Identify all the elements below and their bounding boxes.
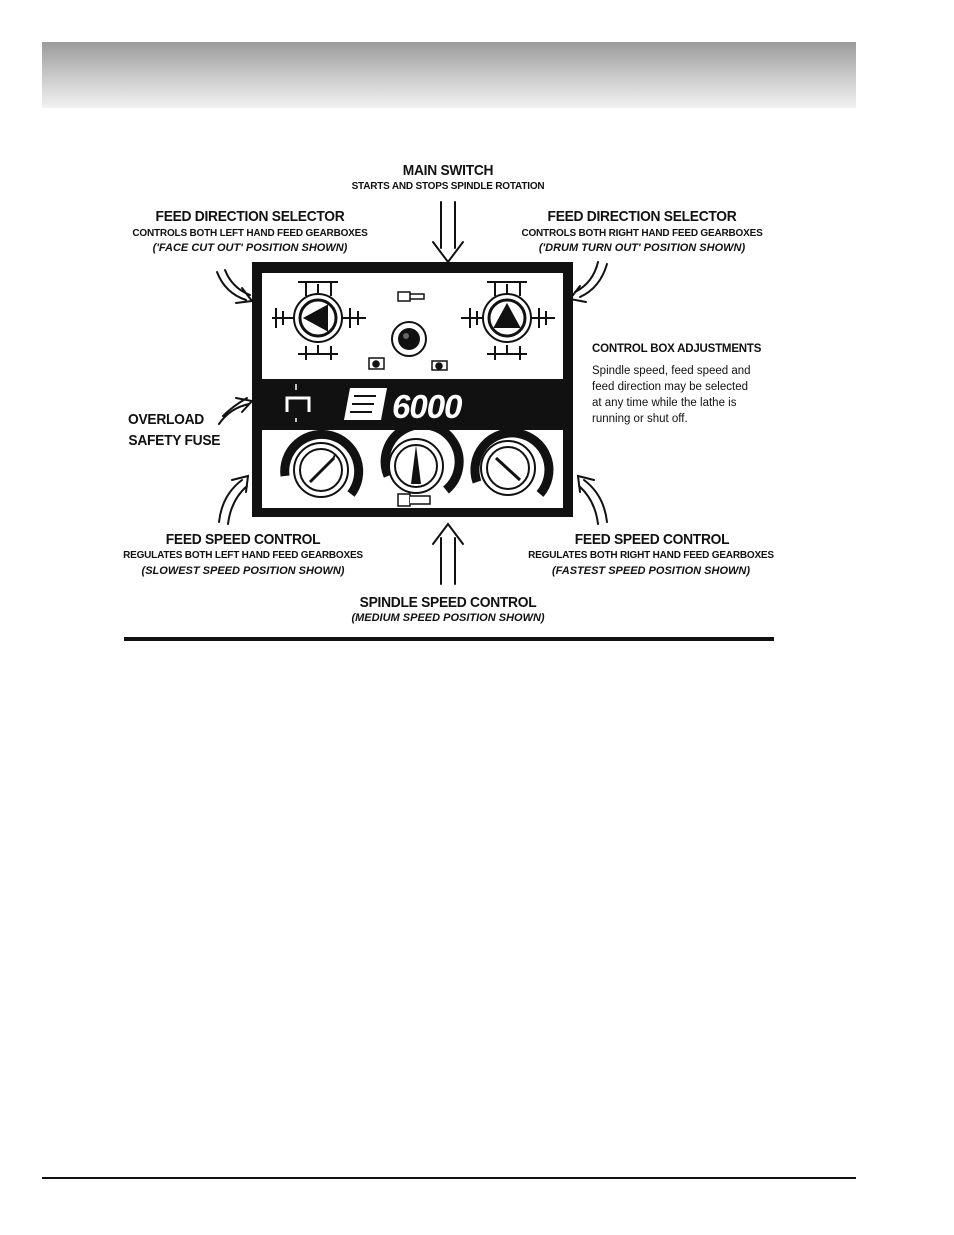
spindle-speed-title: SPINDLE SPEED CONTROL	[359, 594, 537, 611]
feed-direction-right-line1: CONTROLS BOTH RIGHT HAND FEED GEARBOXES	[521, 228, 763, 239]
feed-speed-right-title: FEED SPEED CONTROL	[574, 531, 730, 548]
diagram-rule	[124, 637, 774, 641]
main-switch-title: MAIN SWITCH	[402, 162, 494, 179]
overload-arrow	[219, 398, 252, 424]
control-box-line4: running or shut off.	[592, 413, 688, 425]
control-box-line1: Spindle speed, feed speed and	[592, 365, 751, 377]
overload-line2: SAFETY FUSE	[128, 432, 221, 449]
spindle-speed-line1: (MEDIUM SPEED POSITION SHOWN)	[351, 612, 545, 624]
main-switch-arrow	[433, 202, 463, 262]
feed-speed-left-title: FEED SPEED CONTROL	[165, 531, 321, 548]
overload-line1: OVERLOAD	[128, 411, 205, 428]
feed-speed-right-arrow	[578, 476, 607, 524]
main-switch-subtitle: STARTS AND STOPS SPINDLE ROTATION	[351, 181, 545, 192]
feed-direction-right-title: FEED DIRECTION SELECTOR	[547, 208, 737, 225]
feed-direction-right-line2: ('DRUM TURN OUT' POSITION SHOWN)	[538, 242, 746, 254]
footer-rule	[42, 1177, 856, 1179]
spindle-speed-arrow	[433, 524, 463, 584]
brand-logo-badge	[344, 388, 387, 420]
feed-direction-left-line1: CONTROLS BOTH LEFT HAND FEED GEARBOXES	[132, 228, 368, 239]
feed-speed-right-line1: REGULATES BOTH RIGHT HAND FEED GEARBOXES	[528, 550, 774, 561]
feed-speed-left-arrow	[219, 476, 248, 524]
feed-dir-left-arrow	[217, 270, 252, 303]
feed-dir-right-arrow	[570, 262, 607, 302]
feed-speed-right-line2: (FASTEST SPEED POSITION SHOWN)	[551, 565, 751, 577]
control-box-line3: at any time while the lathe is	[592, 397, 737, 409]
feed-speed-left-line1: REGULATES BOTH LEFT HAND FEED GEARBOXES	[123, 550, 363, 561]
spindle-symbol	[398, 494, 430, 506]
model-number: 6000	[392, 388, 462, 425]
control-box-line2: feed direction may be selected	[592, 381, 748, 393]
control-box-heading: CONTROL BOX ADJUSTMENTS	[592, 343, 762, 355]
feed-direction-left-title: FEED DIRECTION SELECTOR	[155, 208, 345, 225]
feed-direction-left-line2: ('FACE CUT OUT' POSITION SHOWN)	[152, 242, 348, 254]
feed-speed-left-line2: (SLOWEST SPEED POSITION SHOWN)	[141, 565, 345, 577]
